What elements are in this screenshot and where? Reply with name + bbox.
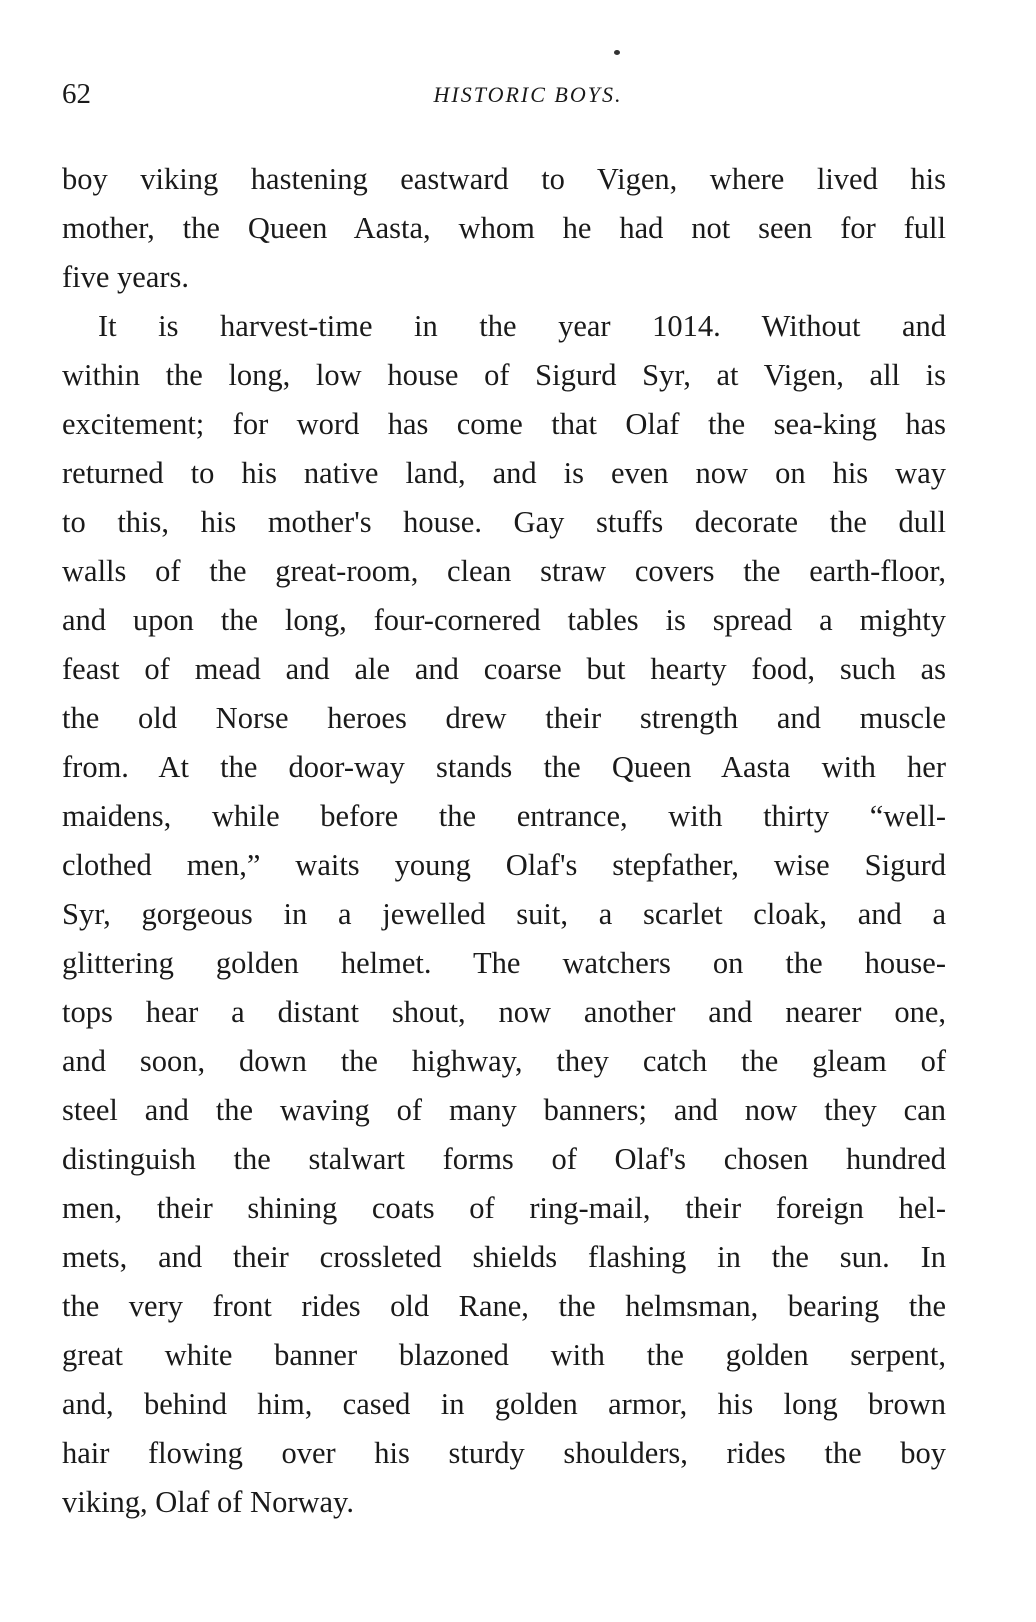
text-line: and upon the long, four-cornered tables is spread a mighty — [62, 603, 946, 637]
text-line: tops hear a distant shout, now another and nearer one, — [62, 995, 946, 1029]
text-line: to this, his mother's house. Gay stuffs decorate the dull — [62, 505, 946, 539]
text-line: returned to his native land, and is even now on his way — [62, 456, 946, 490]
text-line: boy viking hastening eastward to Vigen, where lived his — [62, 162, 946, 196]
text-line: the old Norse heroes drew their strength and muscle — [62, 701, 946, 735]
text-line: Syr, gorgeous in a jewelled suit, a scarlet cloak, and a — [62, 897, 946, 931]
page-number: 62 — [62, 78, 91, 110]
text-line: the very front rides old Rane, the helmsman, bearing the — [62, 1289, 946, 1323]
text-line: glittering golden helmet. The watchers on the house- — [62, 946, 946, 980]
text-line: within the long, low house of Sigurd Syr, at Vigen, all is — [62, 358, 946, 392]
text-line: excitement; for word has come that Olaf the sea-king has — [62, 407, 946, 441]
text-line: five years. — [62, 260, 190, 294]
running-title: HISTORIC BOYS. — [433, 82, 623, 107]
text-line: men, their shining coats of ring-mail, their foreign hel- — [62, 1191, 946, 1225]
text-line: maidens, while before the entrance, with thirty “well- — [62, 799, 946, 833]
text-line: from. At the door-way stands the Queen Aasta with her — [62, 750, 946, 784]
text-line: steel and the waving of many banners; and now they can — [62, 1093, 946, 1127]
text-line: feast of mead and ale and coarse but hearty food, such as — [62, 652, 946, 686]
text-line: distinguish the stalwart forms of Olaf's chosen hundred — [62, 1142, 946, 1176]
text-line: hair flowing over his sturdy shoulders, rides the boy — [62, 1436, 946, 1470]
text-line: great white banner blazoned with the golden serpent, — [62, 1338, 946, 1372]
text-line: clothed men,” waits young Olaf's stepfather, wise Sigurd — [62, 848, 946, 882]
body-text — [62, 155, 946, 1527]
ink-speck — [614, 50, 620, 55]
text-line: walls of the great-room, clean straw covers the earth-floor, — [62, 554, 946, 588]
text-line: and soon, down the highway, they catch the gleam of — [62, 1044, 946, 1078]
text-line: mother, the Queen Aasta, whom he had not seen for full — [62, 211, 946, 245]
text-line: viking, Olaf of Norway. — [62, 1485, 354, 1519]
text-line: mets, and their crossleted shields flashing in the sun. In — [62, 1240, 946, 1274]
text-line: and, behind him, cased in golden armor, his long brown — [62, 1387, 946, 1421]
text-line: It is harvest-time in the year 1014. Without and — [98, 309, 946, 343]
